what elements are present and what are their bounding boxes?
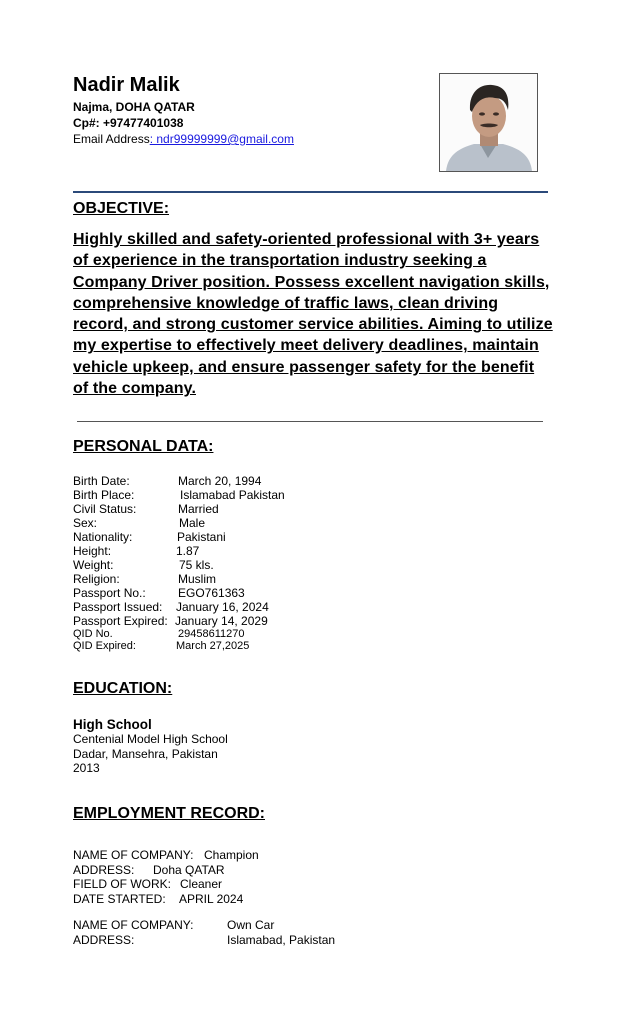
education-location: Dadar, Mansehra, Pakistan xyxy=(73,747,218,761)
field-value: Male xyxy=(179,516,206,530)
field-label: Weight: xyxy=(73,558,114,572)
field-value: January 14, 2029 xyxy=(175,614,268,628)
email-label: Email Address xyxy=(73,132,150,146)
objective-text: Highly skilled and safety-oriented professional with 3+ years of experience in the transportation industry seeking a Company Driver position. Possess excellent navigation skills, comprehensive knowledge of traffic laws, clean driving record, and strong customer service abilities. Aiming to utilize my expertise to effectively meet delivery deadlines, maintain vehicle upkeep, and ensure passenger safety for the benefit of the company. xyxy=(73,231,553,398)
field-value: Pakistani xyxy=(177,530,226,544)
phone: Cp#: +97477401038 xyxy=(73,116,184,130)
field-label: ADDRESS: xyxy=(73,862,135,877)
objective-heading: OBJECTIVE: xyxy=(73,200,170,217)
education-school: Centenial Model High School xyxy=(73,732,228,746)
field-value: March 20, 1994 xyxy=(178,474,262,488)
field-value: Married xyxy=(178,502,219,516)
header-divider xyxy=(73,191,548,193)
field-value: Doha QATAR xyxy=(153,862,225,877)
field-label: FIELD OF WORK: xyxy=(73,877,172,891)
field-label: Birth Date: xyxy=(73,474,130,488)
field-label: Height: xyxy=(73,544,112,558)
employment-heading: EMPLOYMENT RECORD: xyxy=(73,805,265,822)
field-label: NAME OF COMPANY: xyxy=(73,848,194,862)
profile-photo xyxy=(439,73,538,172)
field-value: Muslim xyxy=(178,572,216,586)
education-level: High School xyxy=(73,717,152,732)
candidate-name: Nadir Malik xyxy=(73,74,180,96)
field-label: ADDRESS: xyxy=(73,932,135,947)
email-line xyxy=(73,132,294,147)
personal-data-heading: PERSONAL DATA: xyxy=(73,438,214,455)
field-value: Cleaner xyxy=(180,877,223,891)
field-label: Civil Status: xyxy=(73,502,137,516)
field-label: Sex: xyxy=(73,516,98,530)
field-value: Islamabad, Pakistan xyxy=(227,932,336,947)
field-label: Nationality: xyxy=(73,530,133,544)
field-value: January 16, 2024 xyxy=(176,600,269,614)
field-label: Birth Place: xyxy=(73,488,135,502)
field-label: NAME OF COMPANY: xyxy=(73,918,194,932)
field-label: DATE STARTED: xyxy=(73,891,166,906)
field-label: QID No. xyxy=(73,628,113,640)
field-label: QID Expired: xyxy=(73,640,136,652)
field-label: Passport No.: xyxy=(73,586,146,600)
field-label: Passport Expired: xyxy=(73,614,168,628)
field-value: Champion xyxy=(204,848,259,862)
field-value: APRIL 2024 xyxy=(179,891,244,906)
field-value: 1.87 xyxy=(176,544,200,558)
person-photo-icon xyxy=(440,74,537,171)
field-label: Passport Issued: xyxy=(73,600,163,614)
field-label: Religion: xyxy=(73,572,120,586)
address: Najma, DOHA QATAR xyxy=(73,100,195,114)
education-heading: EDUCATION: xyxy=(73,680,173,697)
education-year: 2013 xyxy=(73,761,100,775)
email-link[interactable]: : ndr99999999@gmail.com xyxy=(149,132,294,146)
section-divider xyxy=(77,421,543,422)
field-value: Islamabad Pakistan xyxy=(180,488,285,502)
field-value: March 27,2025 xyxy=(176,640,250,652)
field-value: 29458611270 xyxy=(178,628,245,640)
field-value: 75 kls. xyxy=(179,558,214,572)
field-value: EGO761363 xyxy=(178,586,245,600)
field-value: Own Car xyxy=(227,918,275,932)
